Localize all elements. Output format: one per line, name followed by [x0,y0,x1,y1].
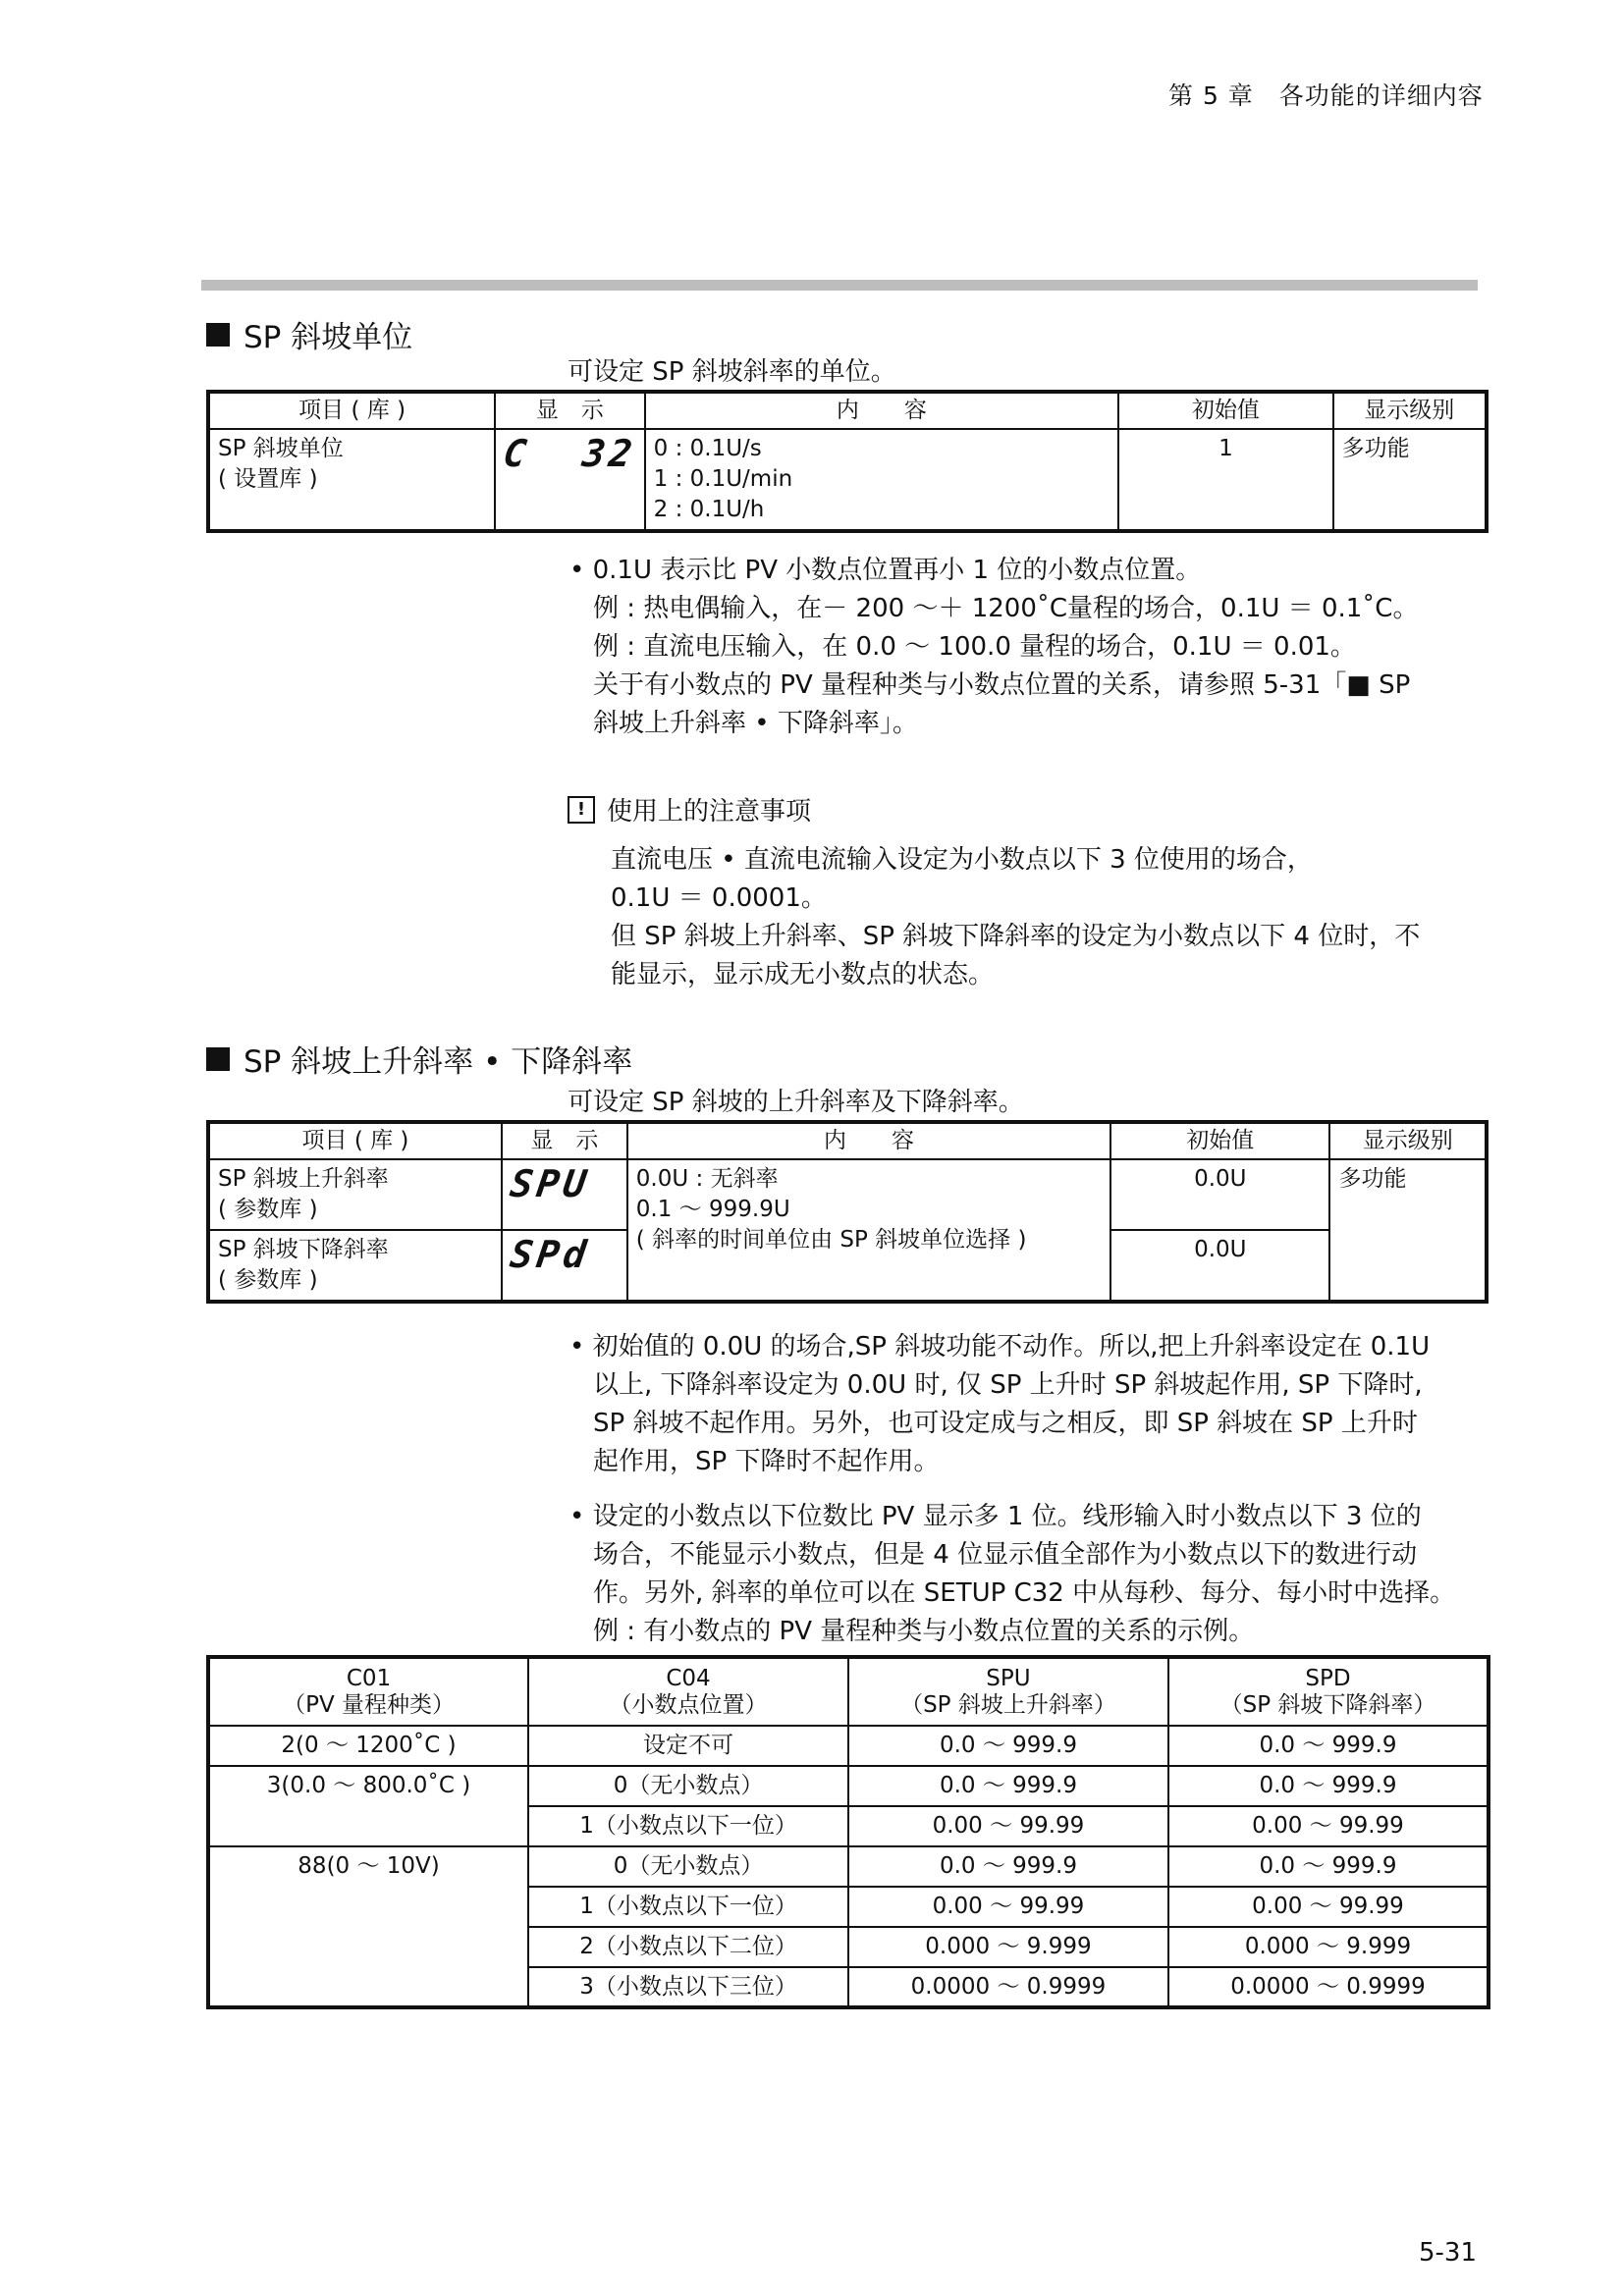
section2-title-text: SP 斜坡上升斜率 • 下降斜率 [244,1044,633,1080]
spd-cell: 0.00 ～ 99.99 [1168,1887,1489,1927]
decimal-cell: 设定不可 [528,1726,848,1766]
spu-cell: 0.00 ～ 99.99 [848,1887,1168,1927]
table-row [208,1726,1489,1766]
header-code: SPD [1305,1665,1351,1691]
spd-cell: 0.000 ～ 9.999 [1168,1927,1489,1967]
range-cell: 88(0 ～ 10V) [208,1846,528,2007]
spu-cell: 0.0000 ～ 0.9999 [848,1967,1168,2007]
spd-cell: 0.0000 ～ 0.9999 [1168,1967,1489,2007]
table-row [208,1159,1487,1230]
decimal-cell: 3（小数点以下三位） [528,1967,848,2007]
example-header-row [208,1657,1489,1726]
caution-line: 0.1U ＝ 0.0001。 [611,883,827,913]
content-line: 1 : 0.1U/min [653,466,793,492]
spu-cell: 0.000 ～ 9.999 [848,1927,1168,1967]
caution-line: 直流电压 • 直流电流输入设定为小数点以下 3 位使用的场合， [611,845,1313,875]
caution-icon: ! [568,796,595,824]
section-square-icon [206,323,230,347]
section2-bullet1 [569,1328,1430,1481]
header-desc: （SP 斜坡上升斜率） [900,1691,1116,1718]
section-divider [201,280,1478,291]
section1-notes [569,552,1418,743]
item-cell [208,429,495,531]
display-level: 多功能 [1329,1159,1487,1302]
decimal-cell: 0（无小数点） [528,1846,848,1887]
table-row [208,1766,1489,1806]
segment-display: SPU [507,1162,593,1205]
caution-line: 但 SP 斜坡上升斜率、SP 斜坡下降斜率的设定为小数点以下 4 位时，不 [611,922,1421,951]
section1-title-text: SP 斜坡单位 [244,320,413,355]
content-cell [627,1159,1110,1302]
item-name: SP 斜坡上升斜率 [218,1166,389,1192]
col-header-item: 项目 ( 库 ) [208,392,495,429]
col-header-initial: 初始值 [1110,1122,1329,1159]
example-caption: 例 : 有小数点的 PV 量程种类与小数点位置的关系的示例。 [593,1617,1255,1646]
decimal-cell: 0（无小数点） [528,1766,848,1806]
col-header-display: 显 示 [502,1122,627,1159]
content-line: 0 : 0.1U/s [653,436,762,461]
bullet-line: 场合，不能显示小数点，但是 4 位显示值全部作为小数点以下的数进行动 [593,1540,1418,1570]
range-cell: 2(0 ～ 1200˚C ) [208,1726,528,1766]
item-bank: ( 设置库 ) [218,466,318,492]
col-header-content: 内 容 [627,1122,1110,1159]
col-header-item: 项目 ( 库 ) [208,1122,502,1159]
section2-title [206,1037,632,1081]
example-header-spd [1168,1657,1489,1726]
header-desc: （PV 量程种类） [283,1691,455,1718]
range-cell: 3(0.0 ～ 800.0˚C ) [208,1766,528,1846]
example-header-c01 [208,1657,528,1726]
col-header-initial: 初始值 [1118,392,1332,429]
display-level: 多功能 [1333,429,1487,531]
item-name: SP 斜坡下降斜率 [218,1237,389,1262]
bullet-line: 以上, 下降斜率设定为 0.0U 时, 仅 SP 上升时 SP 斜坡起作用, SP 下降时, [593,1370,1423,1400]
initial-value: 1 [1118,429,1332,531]
page-number: 5-31 [1419,2238,1478,2268]
bullet-line: 作。另外, 斜率的单位可以在 SETUP C32 中从每秒、每分、每小时中选择。 [593,1578,1456,1608]
table-header-row [208,392,1487,429]
caution-line: 能显示，显示成无小数点的状态。 [611,960,995,989]
section-square-icon [206,1047,230,1071]
table-row [208,429,1487,531]
item-name: SP 斜坡单位 [218,436,344,461]
spu-cell: 0.0 ～ 999.9 [848,1766,1168,1806]
caution-body [611,841,1420,994]
table-header-row [208,1122,1487,1159]
section1-title [206,312,412,356]
decimal-cell: 2（小数点以下二位） [528,1927,848,1967]
example-table [206,1655,1490,2009]
caution-title: 使用上的注意事项 [607,797,812,827]
spu-cell: 0.00 ～ 99.99 [848,1806,1168,1846]
spd-cell: 0.0 ～ 999.9 [1168,1846,1489,1887]
spd-cell: 0.0 ～ 999.9 [1168,1726,1489,1766]
bullet-line: SP 斜坡不起作用。另外，也可设定成与之相反，即 SP 斜坡在 SP 上升时 [593,1409,1418,1438]
decimal-cell: 1（小数点以下一位） [528,1806,848,1846]
item-bank: ( 参数库 ) [218,1197,318,1222]
reference-line: 斜坡上升斜率 • 下降斜率」。 [593,709,918,738]
example-header-spu [848,1657,1168,1726]
display-cell [502,1230,627,1302]
spu-cell: 0.0 ～ 999.9 [848,1846,1168,1887]
col-header-content: 内 容 [645,392,1119,429]
bullet-line: • 初始值的 0.0U 的场合,SP 斜坡功能不动作。所以,把上升斜率设定在 0.1U [569,1332,1431,1362]
section2-intro: 可设定 SP 斜坡的上升斜率及下降斜率。 [568,1088,1024,1117]
chapter-header: 第 5 章 各功能的详细内容 [1168,81,1484,110]
section2-table [206,1120,1489,1304]
spu-cell: 0.0 ～ 999.9 [848,1726,1168,1766]
item-cell [208,1159,502,1230]
bullet-line: 起作用，SP 下降时不起作用。 [593,1447,940,1476]
col-header-level: 显示级别 [1333,392,1487,429]
section1-table [206,390,1489,533]
col-header-display: 显 示 [495,392,644,429]
display-cell [495,429,644,531]
section1-intro: 可设定 SP 斜坡斜率的单位。 [568,357,896,387]
initial-value: 0.0U [1110,1230,1329,1302]
bullet-line: • 0.1U 表示比 PV 小数点位置再小 1 位的小数点位置。 [569,556,1202,585]
table-row [208,1846,1489,1887]
header-code: C04 [666,1665,711,1691]
segment-display: C 32 [501,432,639,475]
example-header-c04 [528,1657,848,1726]
display-cell [502,1159,627,1230]
segment-display: SPd [507,1233,593,1276]
col-header-level: 显示级别 [1329,1122,1487,1159]
item-bank: ( 参数库 ) [218,1267,318,1293]
initial-value: 0.0U [1110,1159,1329,1230]
content-line: 0.1 ～ 999.9U [635,1197,790,1222]
content-cell [645,429,1119,531]
header-desc: （小数点位置） [609,1691,768,1718]
item-cell [208,1230,502,1302]
header-code: SPU [986,1665,1031,1691]
example-line: 例 : 直流电压输入，在 0.0 ～ 100.0 量程的场合，0.1U ＝ 0.01。 [593,632,1356,662]
spd-cell: 0.0 ～ 999.9 [1168,1766,1489,1806]
bullet-line: • 设定的小数点以下位数比 PV 显示多 1 位。线形输入时小数点以下 3 位的 [569,1502,1422,1531]
header-code: C01 [346,1665,392,1691]
content-line: 0.0U : 无斜率 [635,1166,779,1192]
example-line: 例 : 热电偶输入，在－ 200 ～＋ 1200˚C量程的场合，0.1U ＝ 0.1˚C。 [593,594,1419,623]
header-desc: （SP 斜坡下降斜率） [1219,1691,1436,1718]
content-line: 2 : 0.1U/h [653,497,765,522]
reference-line: 关于有小数点的 PV 量程种类与小数点位置的关系，请参照 5-31「■ SP [593,670,1411,700]
caution-heading [568,791,811,828]
spd-cell: 0.00 ～ 99.99 [1168,1806,1489,1846]
section2-bullet2 [569,1498,1455,1651]
content-line: ( 斜率的时间单位由 SP 斜坡单位选择 ) [635,1227,1027,1253]
decimal-cell: 1（小数点以下一位） [528,1887,848,1927]
